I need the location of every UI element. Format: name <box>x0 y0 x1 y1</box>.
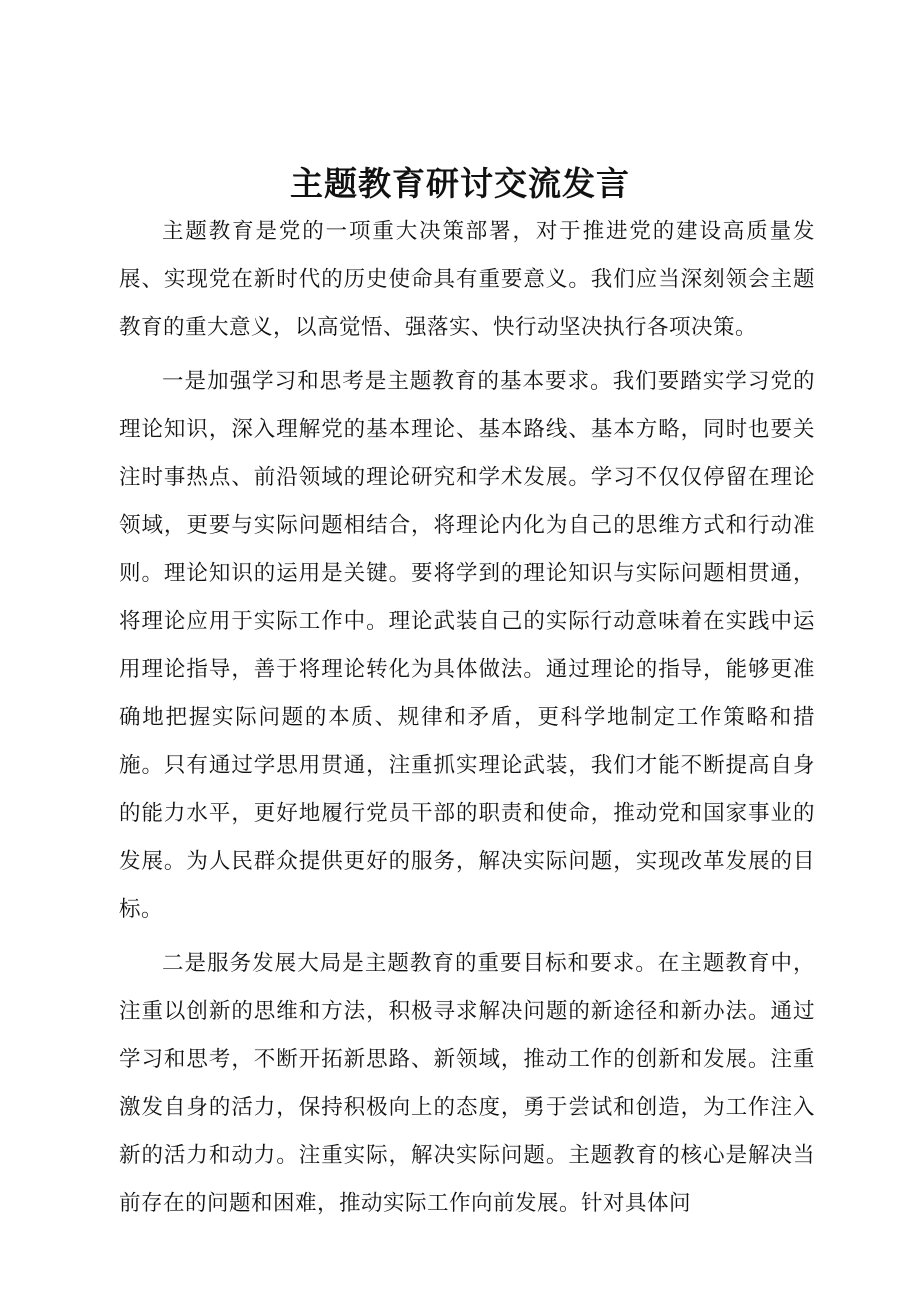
paragraph-point-two: 二是服务发展大局是主题教育的重要目标和要求。在主题教育中，注重以创新的思维和方法，积极寻求解决问题的新途径和新办法。通过学习和思考，不断开拓新思路、新领域，推动工作的创新和发展。注重激发自身的活力，保持积极向上的态度，勇于尝试和创造，为工作注入新的活力和动力。注重实际，解决实际问题。主题教育的核心是解决当前存在的问题和困难，推动实际工作向前发展。针对具体问 <box>119 951 815 1216</box>
paragraph-intro: 主题教育是党的一项重大决策部署，对于推进党的建设高质量发展、实现党在新时代的历史使命具有重要意义。我们应当深刻领会主题教育的重大意义，以高觉悟、强落实、快行动坚决执行各项决策。 <box>119 219 815 340</box>
paragraph-point-one: 一是加强学习和思考是主题教育的基本要求。我们要踏实学习党的理论知识，深入理解党的基本理论、基本路线、基本方略，同时也要关注时事热点、前沿领域的理论研究和学术发展。学习不仅仅停留在理论领域，更要与实际问题相结合，将理论内化为自己的思维方式和行动准则。理论知识的运用是关键。要将学到的理论知识与实际问题相贯通，将理论应用于实际工作中。理论武装自己的实际行动意味着在实践中运用理论指导，善于将理论转化为具体做法。通过理论的指导，能够更准确地把握实际问题的本质、规律和矛盾，更科学地制定工作策略和措施。只有通过学思用贯通，注重抓实理论武装，我们才能不断提高自身的能力水平，更好地履行党员干部的职责和使命，推动党和国家事业的发展。为人民群众提供更好的服务，解决实际问题，实现改革发展的目标。 <box>119 369 815 922</box>
document-body <box>119 208 815 1228</box>
document-title: 主题教育研讨交流发言 <box>290 164 630 203</box>
